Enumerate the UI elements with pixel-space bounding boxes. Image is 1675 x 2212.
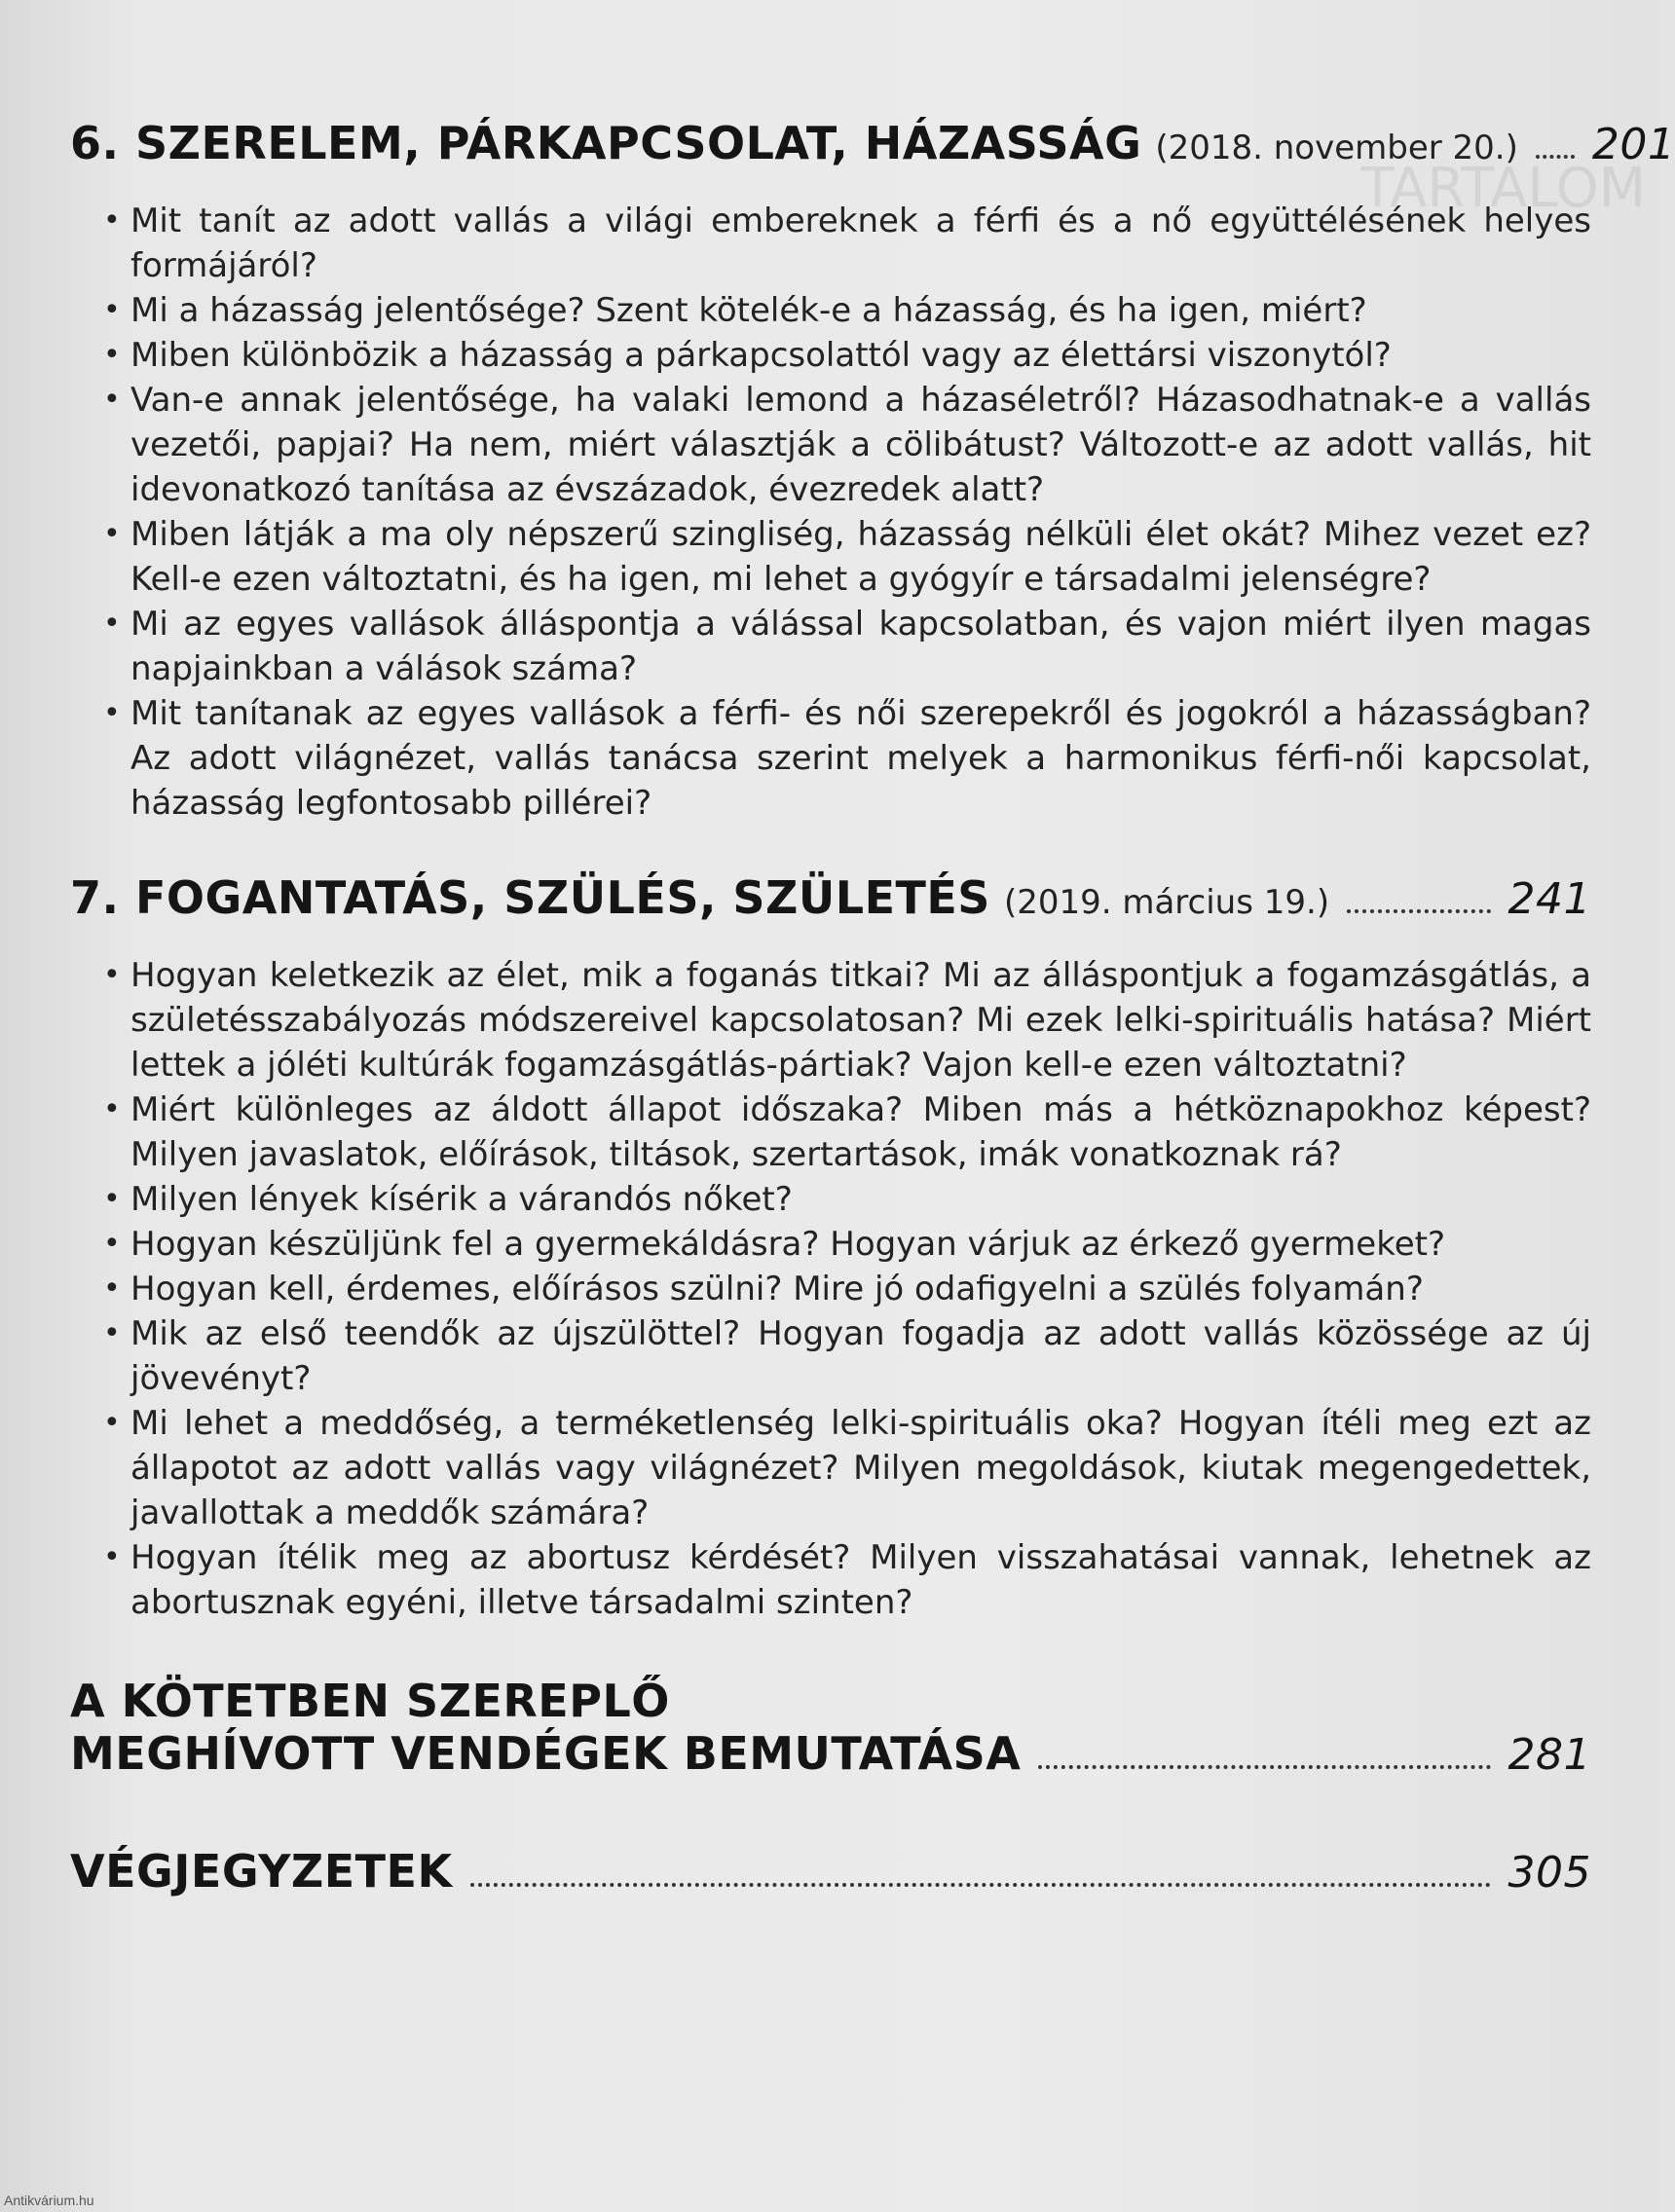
section-page-number: 201: [1591, 120, 1675, 169]
leader-dots: [470, 1883, 1491, 1887]
guests-page-number: 281: [1508, 1730, 1591, 1780]
guests-title-line2: MEGHÍVOTT VENDÉGEK BEMUTATÁSA: [70, 1727, 1022, 1780]
endnotes-page-number: 305: [1508, 1848, 1591, 1898]
list-item: • Hogyan keletkezik az élet, mik a foganás titkai? Mi az álláspontjuk a fogamzásgátlás, a születésszabályozás módszereivel kapcsolatosan? Mi ezek lelki-spirituális hatása? Miért lettek a jóléti kultúrák fogamzásgátlás-pártiak? Vajon kell-e ezen változtatni?: [130, 953, 1591, 1088]
list-item: • Mi az egyes vallások álláspontja a válással kapcsolatban, és vajon miért ilyen magas napjainkban a válások száma?: [130, 602, 1591, 691]
toc-section-7: [70, 871, 1591, 1625]
section-title: 7. FOGANTATÁS, SZÜLÉS, SZÜLETÉS: [70, 871, 990, 924]
question-list: [70, 199, 1591, 826]
list-item: • Mi a házasság jelentősége? Szent kötelék-e a házasság, és ha igen, miért?: [130, 288, 1591, 333]
question-list: [70, 953, 1591, 1625]
section-title: 6. SZERELEM, PÁRKAPCSOLAT, HÁZASSÁG: [70, 117, 1142, 169]
toc-endnotes: [70, 1845, 1591, 1898]
list-item: • Mit tanítanak az egyes vallások a férfi- és női szerepekről és jogokról a házasságban? Az adott világnézet, vallás tanácsa szerint melyek a harmonikus férfi-női kapcsolat, házasság legfontosabb pillérei?: [130, 691, 1591, 826]
section-heading: [70, 871, 1591, 924]
list-item: • Miben különbözik a házasság a párkapcsolattól vagy az élettársi viszonytól?: [130, 333, 1591, 378]
list-item: • Van-e annak jelentősége, ha valaki lemond a házaséletről? Házasodhatnak-e a vallás vezetői, papjai? Ha nem, miért választják a cölibátust? Változott-e az adott vallás, hit idevonatkozó tanítása az évszázadok, évezredek alatt?: [130, 378, 1591, 512]
bleed-through-text: TARTALOM: [1360, 157, 1646, 220]
list-item: • Miben látják a ma oly népszerű szingliség, házasság nélküli élet okát? Mihez vezet ez? Kell-e ezen változtatni, és ha igen, mi lehet a gyógyír e társadalmi jelenségre?: [130, 512, 1591, 602]
list-item: • Hogyan kell, érdemes, előírásos szülni? Mire jó odafigyelni a szülés folyamán?: [130, 1267, 1591, 1311]
section-heading: [70, 1675, 1591, 1780]
list-item: • Mik az első teendők az újszülöttel? Hogyan fogadja az adott vallás közössége az új jövevényt?: [130, 1311, 1591, 1401]
section-heading: [70, 1845, 1591, 1898]
list-item: • Hogyan készüljünk fel a gyermekáldásra? Hogyan várjuk az érkező gyermeket?: [130, 1222, 1591, 1267]
section-date: (2019. március 19.): [1003, 883, 1330, 922]
leader-dots: [1038, 1765, 1490, 1769]
list-item: • Hogyan ítélik meg az abortusz kérdését? Milyen visszahatásai vannak, lehetnek az abortusznak egyéni, illetve társadalmi szinten?: [130, 1535, 1591, 1625]
section-heading: [70, 117, 1675, 169]
section-page-number: 241: [1508, 874, 1591, 924]
list-item: • Milyen lények kísérik a várandós nőket?: [130, 1177, 1591, 1222]
section-date: (2018. november 20.): [1155, 129, 1518, 167]
list-item: • Miért különleges az áldott állapot időszaka? Miben más a hétköznapokhoz képest? Milyen javaslatok, előírások, tiltások, szertartások, imák vonatkoznak rá?: [130, 1088, 1591, 1177]
guests-title-line1: A KÖTETBEN SZEREPLŐ: [70, 1675, 670, 1727]
list-item: • Mi lehet a meddőség, a terméketlenség lelki-spirituális oka? Hogyan ítéli meg ezt az állapotot az adott vallás vagy világnézet? Milyen megoldások, kiutak megengedettek, javallottak a meddők számára?: [130, 1401, 1591, 1535]
toc-section-6: [70, 117, 1675, 826]
endnotes-title: VÉGJEGYZETEK: [70, 1845, 453, 1898]
list-item: • Mit tanít az adott vallás a világi embereknek a férfi és a nő együttélésének helyes formájáról?: [130, 199, 1591, 288]
watermark: Antikvárium.hu: [4, 2193, 94, 2208]
toc-guests: [70, 1675, 1591, 1780]
leader-dots: [1536, 155, 1575, 159]
leader-dots: [1347, 909, 1490, 913]
